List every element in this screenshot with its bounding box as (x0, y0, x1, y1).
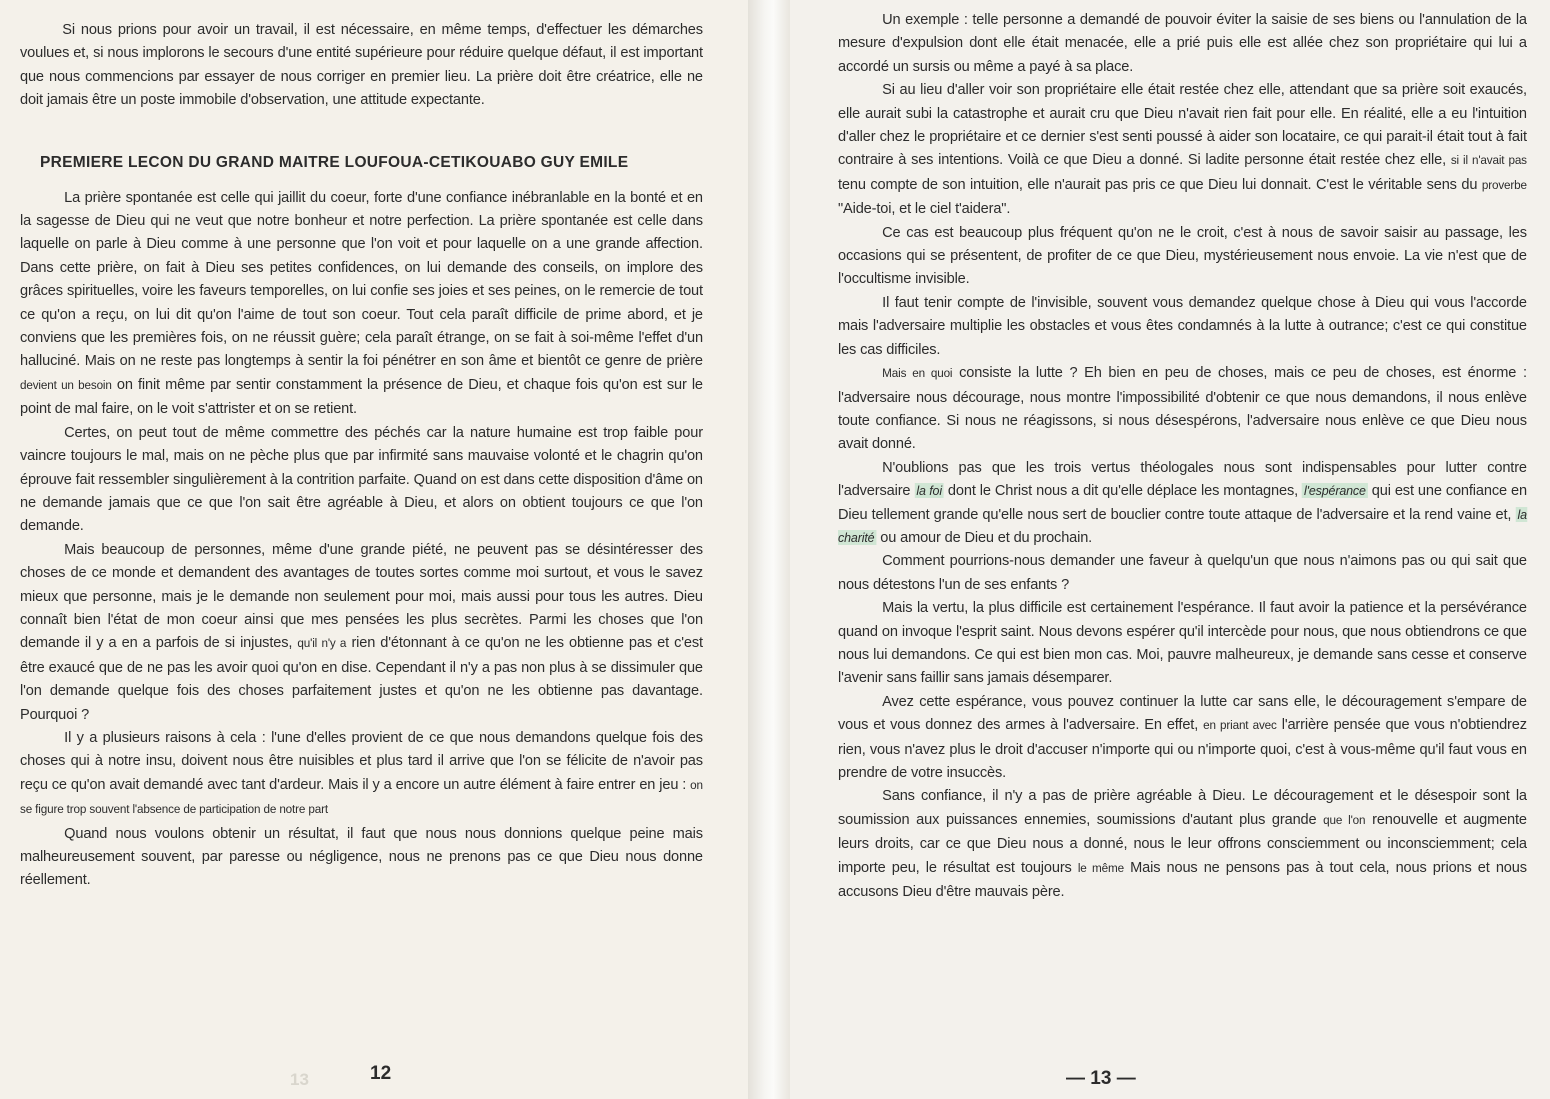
book-gutter (748, 0, 790, 1099)
paragraph: Avez cette espérance, vous pouvez continuer la lutte car sans elle, le découragement s'empare de vous et vous donnez des armes à l'adversaire. En effet, en priant avec l'arrière pensée que vous n'obtiendrez rien, vous n'avez plus le droit d'accuser n'importe qui ou n'importe quoi, c'est à vous-même qu'il faut vous en prendre de votre insuccès. (838, 692, 1527, 781)
paragraph: Mais la vertu, la plus difficile est certainement l'espérance. Il faut avoir la patience et la persévérance quand on invoque l'esprit saint. Nous devons espérer qu'il intercède pour nous, que nous obtiendrons ce que nous lui demandons. Ce qui est bien mon cas. Moi, pauvre malheureux, je demande sans cesse et conserve l'avenir sans faillir sans jamais désemparer. (838, 599, 1527, 687)
highlighted-term: l'espérance (1303, 483, 1366, 499)
paragraph: Un exemple : telle personne a demandé de pouvoir éviter la saisie de ses biens ou l'annulation de la mesure d'expulsion dont elle était menacée, elle a prié puis elle est allée chez son propriétaire qui lui a accordé un sursis ou même a payé à sa place. (838, 11, 1527, 75)
highlighted-term: la foi (916, 483, 942, 499)
paragraph: Ce cas est beaucoup plus fréquent qu'on ne le croit, c'est à nous de savoir saisir au passage, les occasions qui se présentent, de profiter de ce que Dieu, mystérieusement nous envoie. La vie n'est que de l'occultisme invisible. (838, 223, 1527, 288)
paragraph: N'oublions pas que les trois vertus théologales nous sont indispensables pour lutter contre l'adversaire la foi dont le Christ nous a dit qu'elle déplace les montagnes, l'espérance qui est une confiance en Dieu tellement grande qu'elle nous sert de bouclier contre toute attaque de l'adversaire et la rend vaine et, la charité ou amour de Dieu et du prochain. (838, 458, 1527, 546)
highlighted-term: la charité (838, 506, 1527, 545)
page-number: — 13 — (1066, 1068, 1136, 1089)
paragraph: Mais beaucoup de personnes, même d'une grande piété, ne peuvent pas se désintéresser des choses de ce monde et demandent des avantages de toutes sortes comme moi surtout, et vous le savez mieux que personne, mais je le demande non seulement pour moi, mais aussi pour tous les autres. Dieu connaît bien l'état de mon coeur ainsi que mes pensées les plus secrètes. Parmi les choses que l'on demande il y a en a parfois de si injustes, qu'il n'y a rien d'étonnant à ce qu'on ne les obtienne pas et c'est être exaucé que de ne pas les avoir quoi qu'on en dise. Cependant il n'y a pas non plus à se dissimuler que l'on demande quelque fois des choses parfaitement justes et qu'on ne les obtienne pas davantage. Pourquoi ? (20, 540, 703, 723)
bleed-through-number: 13 (290, 1070, 309, 1089)
lesson-heading: PREMIERE LECON DU GRAND MAITRE LOUFOUA-CETIKOUABO GUY EMILE (40, 153, 629, 171)
left-page (0, 0, 748, 1099)
paragraph: Comment pourrions-nous demander une faveur à quelqu'un que nous n'aimons pas ou qui sait que nous détestons l'un de ses enfants ? (838, 552, 1527, 593)
paragraph: Certes, on peut tout de même commettre des péchés car la nature humaine est trop faible pour vaincre toujours le mal, mais on ne pèche plus que par infirmité sans mauvaise volonté et le chagrin qu'on éprouve fait ressembler singulièrement à la contrition parfaite. Quand on est dans cette disposition d'âme on ne demande jamais que ce que l'on sait être agréable à Dieu, et alors on obtient toujours ce que l'on demande. (20, 423, 703, 535)
paragraph: Si nous prions pour avoir un travail, il est nécessaire, en même temps, d'effectuer les démarches voulues et, si nous implorons le secours d'une entité supérieure pour réduire quelque défaut, il est important que nous commencions par essayer de nous corriger en premier lieu. La prière doit être créatrice, elle ne doit jamais être un poste immobile d'observation, une attitude expectante. (20, 21, 703, 109)
right-page (790, 0, 1550, 1099)
paragraph: Il y a plusieurs raisons à cela : l'une d'elles provient de ce que nous demandons quelque fois des choses qui à notre insu, doivent nous être nuisibles et plus tard il arrive que l'on se félicite de n'avoir pas reçu ce qu'on avait demandé avec tant d'ardeur. Mais il y a encore un autre élément à faire entrer en jeu : on se figure trop souvent l'absence de participation de notre part (20, 728, 703, 817)
paragraph: La prière spontanée est celle qui jaillit du coeur, forte d'une confiance inébranlable en la bonté et en la sagesse de Dieu qui ne veut que notre bonheur et notre perfection. La prière spontanée est celle dans laquelle on parle à Dieu comme à une personne que l'on voit et pour laquelle on a une grande affection. Dans cette prière, on fait à Dieu ses petites confidences, on lui demande des conseils, on implore des grâces spirituelles, voire les faveurs temporelles, on lui confie ses joies et ses peines, on le remercie de tout ce qu'on a reçu, on lui dit qu'on l'aime de tout son coeur. Tout cela paraît difficile de prime abord, et je conviens que les premières fois, on ne réussit guère; cela paraît étrange, on se fait à soi-même l'effet d'un halluciné. Mais on ne reste pas longtemps à sentir la foi pénétrer en son âme et bientôt ce genre de prière devient un besoin on finit même par sentir constamment la présence de Dieu, et chaque fois qu'on est sur le point de mal faire, on le voit s'attrister et on se retient. (20, 188, 703, 418)
paragraph: Il faut tenir compte de l'invisible, souvent vous demandez quelque chose à Dieu qui vous l'accorde mais l'adversaire multiplie les obstacles et vous êtes condamnés à la lutte à outrance; c'est ce qui constitue les cas difficiles. (838, 293, 1527, 358)
paragraph: Mais en quoi consiste la lutte ? Eh bien en peu de choses, mais ce peu de choses, est énorme : l'adversaire nous décourage, nous montre l'impossibilité d'obtenir ce que nous demandons, il nous enlève toute confiance. Si nous ne réagissons, si nous désespérons, l'adversaire nous enlève ce que Dieu nous avait donné. (838, 364, 1527, 453)
page-number: 12 (370, 1063, 392, 1084)
paragraph: Sans confiance, il n'y a pas de prière agréable à Dieu. Le découragement et le désespoir sont la soumission aux puissances ennemies, soumissions d'autant plus grande que l'on renouvelle et augmente leurs droits, car ce que Dieu nous a donné, nous le leur offrons consciemment ou inconsciemment; cela importe peu, le résultat est toujours le même Mais nous ne pensons pas à tout cela, nous prions et nous accusons Dieu d'être mauvais père. (838, 787, 1527, 901)
paragraph: Quand nous voulons obtenir un résultat, il faut que nous nous donnions quelque peine mais malheureusement souvent, par paresse ou négligence, nous ne prenons pas ce que Dieu nous donne réellement. (20, 824, 703, 889)
paragraph: Si au lieu d'aller voir son propriétaire elle était restée chez elle, attendant que sa prière soit exaucés, elle aurait subi la catastrophe et aurait cru que Dieu n'avait rien fait pour elle. En réalité, elle a eu l'intuition d'aller chez le propriétaire et ce dernier s'est senti poussé à aider son locataire, ce qui parait-il était tout à fait contraire à ses intentions. Voilà ce que Dieu a donné. Si ladite personne était restée chez elle, si il n'avait pas tenu compte de son intuition, elle n'aurait pas pris ce que Dieu lui donnait. C'est le véritable sens du proverbe "Aide-toi, et le ciel t'aidera". (838, 81, 1527, 218)
